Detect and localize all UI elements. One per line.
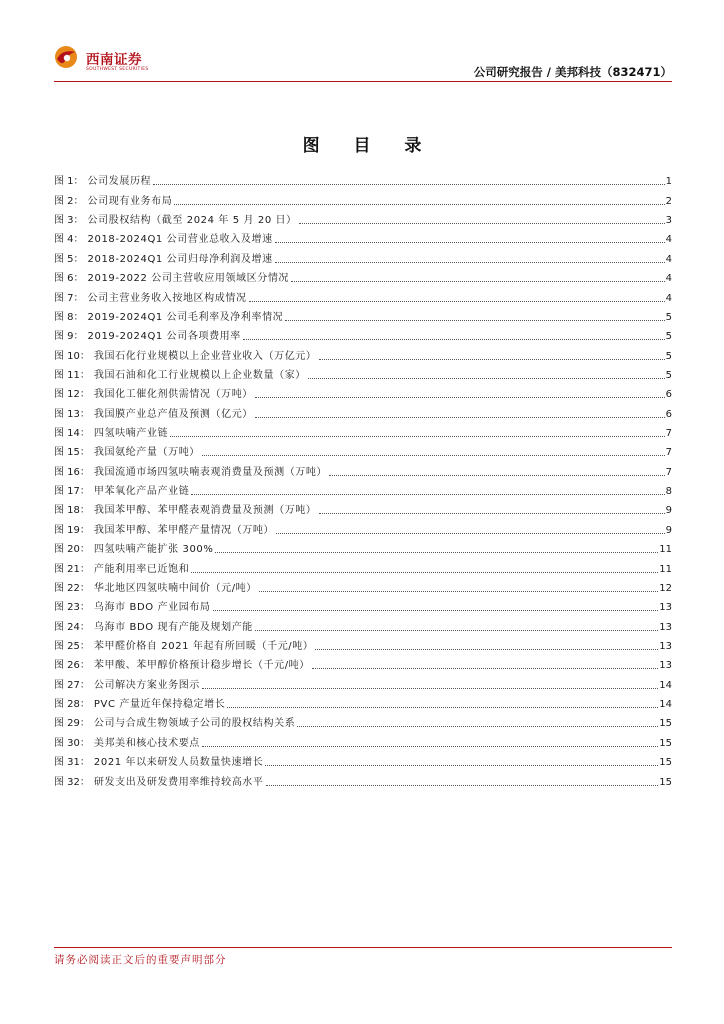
toc-entry-number: 图 6： [54,273,84,285]
toc-entry-page: 4 [665,253,672,265]
toc-entry-title: 甲苯氧化产品产业链 [93,486,190,498]
toc-dot-leader [259,590,658,592]
toc-entry-title: 我国石油和化工行业规模以上企业数量（家） [93,369,306,381]
toc-entry-title: 公司发展历程 [87,176,152,188]
toc-entry-page: 15 [659,737,672,749]
toc-entry-title: 四氢呋喃产能扩张 300% [93,544,214,556]
toc-entry-number: 图 16： [54,466,90,478]
toc-entry-page: 13 [659,660,672,672]
toc-entry-title: 2019-2024Q1 公司各项费用率 [87,331,241,343]
toc-dot-leader [291,280,665,282]
toc-entry-number: 图 2： [54,195,84,207]
toc-entry-page: 12 [659,582,672,594]
toc-entry[interactable] [54,537,672,556]
toc-entry-number: 图 29： [54,718,90,730]
toc-entry-page: 14 [659,699,672,711]
toc-dot-leader [275,261,665,263]
toc-entry-page: 15 [659,776,672,788]
toc-entry-title: 公司与合成生物领域子公司的股权结构关系 [93,718,296,730]
toc-entry-number: 图 12： [54,389,90,401]
toc-entry-title: 华北地区四氢呋喃中间价（元/吨） [93,582,257,594]
toc-entry-number: 图 27： [54,679,90,691]
toc-entry-title: 我国膜产业总产值及预测（亿元） [93,408,253,420]
toc-entry[interactable] [54,208,672,227]
toc-entry[interactable] [54,246,672,265]
toc-entry[interactable] [54,363,672,382]
toc-entry-number: 图 11： [54,369,90,381]
toc-entry-number: 图 19： [54,524,90,536]
toc-entry-number: 图 28： [54,699,90,711]
toc-entry-page: 9 [665,524,672,536]
logo-chinese-name: 西南证券 [86,52,142,68]
toc-entry-title: 2019-2022 公司主营收应用领域区分情况 [87,273,290,285]
toc-dot-leader [319,358,665,360]
toc-entry-page: 5 [665,369,672,381]
toc-entry-title: 2019-2024Q1 公司毛利率及净利率情况 [87,311,284,323]
toc-dot-leader [297,725,658,727]
toc-entry-title: 产能利用率已近饱和 [93,563,190,575]
toc-entry-page: 11 [659,544,672,556]
toc-dot-leader [213,609,659,611]
toc-dot-leader [312,667,658,669]
toc-entry-page: 7 [665,466,672,478]
toc-dot-leader [191,493,664,495]
toc-entry-title: 我国苯甲醇、苯甲醛表观消费量及预测（万吨） [93,505,317,517]
toc-entry[interactable] [54,711,672,730]
toc-dot-leader [227,706,658,708]
toc-entry-title: 2018-2024Q1 公司归母净利润及增速 [87,253,273,265]
toc-entry-number: 图 25： [54,640,90,652]
toc-dot-leader [249,300,665,302]
toc-entry-number: 图 1： [54,176,84,188]
toc-entry-title: 我国苯甲醇、苯甲醛产量情况（万吨） [93,524,275,536]
toc-entry-number: 图 31： [54,757,90,769]
toc-entry-title: 苯甲酸、苯甲醇价格预计稳步增长（千元/吨） [93,660,310,672]
toc-entry[interactable] [54,479,672,498]
toc-dot-leader [191,571,658,573]
toc-entry-number: 图 18： [54,505,90,517]
toc-entry-number: 图 24： [54,621,90,633]
toc-entry-page: 8 [665,486,672,498]
toc-dot-leader [215,551,658,553]
toc-entry-number: 图 7： [54,292,84,304]
toc-entry-number: 图 3： [54,215,84,227]
toc-entry-number: 图 17： [54,486,90,498]
toc-entry-title: 四氢呋喃产业链 [93,428,169,440]
toc-entry[interactable] [54,285,672,304]
toc-dot-leader [266,784,659,786]
toc-entry-page: 1 [665,176,672,188]
toc-entry-number: 图 15： [54,447,90,459]
toc-entry[interactable] [54,459,672,478]
toc-dot-leader [202,687,658,689]
toc-entry-number: 图 21： [54,563,90,575]
toc-entry-page: 4 [665,234,672,246]
toc-entry[interactable] [54,730,672,749]
toc-entry[interactable] [54,634,672,653]
toc-entry[interactable] [54,692,672,711]
toc-dot-leader [255,416,665,418]
toc-entry-page: 4 [665,292,672,304]
toc-entry-number: 图 26： [54,660,90,672]
toc-entry-page: 9 [665,505,672,517]
toc-dot-leader [153,183,664,185]
toc-entry-title: 我国化工催化剂供需情况（万吨） [93,389,253,401]
toc-entry-title: 苯甲醛价格自 2021 年起有所回暖（千元/吨） [93,640,314,652]
toc-entry[interactable] [54,266,672,285]
toc-entry-page: 11 [659,563,672,575]
toc-entry-title: 公司解决方案业务图示 [93,679,200,691]
toc-entry-title: 公司股权结构（截至 2024 年 5 月 20 日） [87,215,297,227]
toc-entry-number: 图 22： [54,582,90,594]
logo-english-name: SOUTHWEST SECURITIES [86,67,149,72]
toc-dot-leader [174,203,664,205]
toc-entry-title: 2021 年以来研发人员数量快速增长 [93,757,264,769]
toc-entry[interactable] [54,750,672,769]
toc-entry-title: 公司现有业务布局 [87,195,173,207]
toc-dot-leader [170,435,665,437]
toc-entry-title: PVC 产量近年保持稳定增长 [93,699,226,711]
toc-entry-title: 乌海市 BDO 产业园布局 [93,602,211,614]
toc-entry-page: 7 [665,428,672,440]
toc-entry-page: 14 [659,679,672,691]
toc-dot-leader [275,241,665,243]
toc-entry-number: 图 9： [54,331,84,343]
toc-entry[interactable] [54,556,672,575]
toc-entry[interactable] [54,401,672,420]
toc-entry[interactable] [54,343,672,362]
toc-entry-title: 我国流通市场四氢呋喃表观消费量及预测（万吨） [93,466,328,478]
toc-dot-leader [255,629,658,631]
toc-entry[interactable] [54,305,672,324]
toc-entry-page: 5 [665,311,672,323]
toc-dot-leader [308,377,665,379]
toc-entry-number: 图 10： [54,350,90,362]
toc-dot-leader [315,648,658,650]
toc-entry[interactable] [54,440,672,459]
toc-entry-title: 研发支出及研发费用率维持较高水平 [93,776,264,788]
toc-entry[interactable] [54,188,672,207]
toc-dot-leader [299,222,665,224]
toc-entry[interactable] [54,498,672,517]
toc-entry[interactable] [54,672,672,691]
toc-entry[interactable] [54,227,672,246]
figure-table-of-contents [54,169,672,789]
report-header-title: 公司研究报告 / 美邦科技（832471） [473,65,672,79]
toc-entry-number: 图 30： [54,737,90,749]
toc-entry[interactable] [54,169,672,188]
southwest-securities-logo-icon [54,44,78,70]
toc-entry-number: 图 13： [54,408,90,420]
toc-dot-leader [202,745,658,747]
toc-entry[interactable] [54,653,672,672]
toc-entry-page: 2 [665,195,672,207]
toc-dot-leader [319,512,665,514]
toc-entry-page: 5 [665,350,672,362]
toc-entry[interactable] [54,421,672,440]
toc-entry-page: 13 [659,602,672,614]
toc-entry-page: 6 [665,389,672,401]
toc-entry-title: 美邦美和核心技术要点 [93,737,200,749]
toc-entry[interactable] [54,614,672,633]
toc-entry-number: 图 4： [54,234,84,246]
toc-entry[interactable] [54,769,672,788]
toc-entry-page: 13 [659,621,672,633]
toc-entry-number: 图 8： [54,311,84,323]
toc-dot-leader [329,474,665,476]
page-title: 图 目 录 [302,136,436,156]
toc-entry-number: 图 20： [54,544,90,556]
toc-entry-title: 公司主营业务收入按地区构成情况 [87,292,247,304]
toc-entry-page: 6 [665,408,672,420]
toc-dot-leader [202,454,665,456]
company-logo [54,42,154,76]
toc-entry-title: 乌海市 BDO 现有产能及规划产能 [93,621,253,633]
toc-entry-title: 我国石化行业规模以上企业营业收入（万亿元） [93,350,317,362]
toc-entry-page: 13 [659,640,672,652]
toc-entry-number: 图 32： [54,776,90,788]
toc-dot-leader [285,319,664,321]
toc-entry-page: 3 [665,215,672,227]
toc-entry-page: 5 [665,331,672,343]
toc-entry-page: 15 [659,757,672,769]
toc-dot-leader [243,338,665,340]
toc-entry[interactable] [54,595,672,614]
toc-entry-page: 7 [665,447,672,459]
toc-entry-number: 图 23： [54,602,90,614]
toc-dot-leader [265,764,658,766]
header-divider [54,81,672,82]
toc-entry[interactable] [54,382,672,401]
page-header [54,40,672,82]
toc-dot-leader [276,532,665,534]
toc-entry-page: 4 [665,273,672,285]
toc-entry[interactable] [54,324,672,343]
toc-entry-number: 图 5： [54,253,84,265]
footer-divider [54,947,672,948]
toc-entry[interactable] [54,517,672,536]
footer-disclaimer: 请务必阅读正文后的重要声明部分 [54,954,227,966]
toc-entry-title: 我国氨纶产量（万吨） [93,447,200,459]
toc-entry-title: 2018-2024Q1 公司营业总收入及增速 [87,234,273,246]
toc-entry-number: 图 14： [54,428,90,440]
toc-dot-leader [255,396,665,398]
toc-entry[interactable] [54,576,672,595]
toc-entry-page: 15 [659,718,672,730]
